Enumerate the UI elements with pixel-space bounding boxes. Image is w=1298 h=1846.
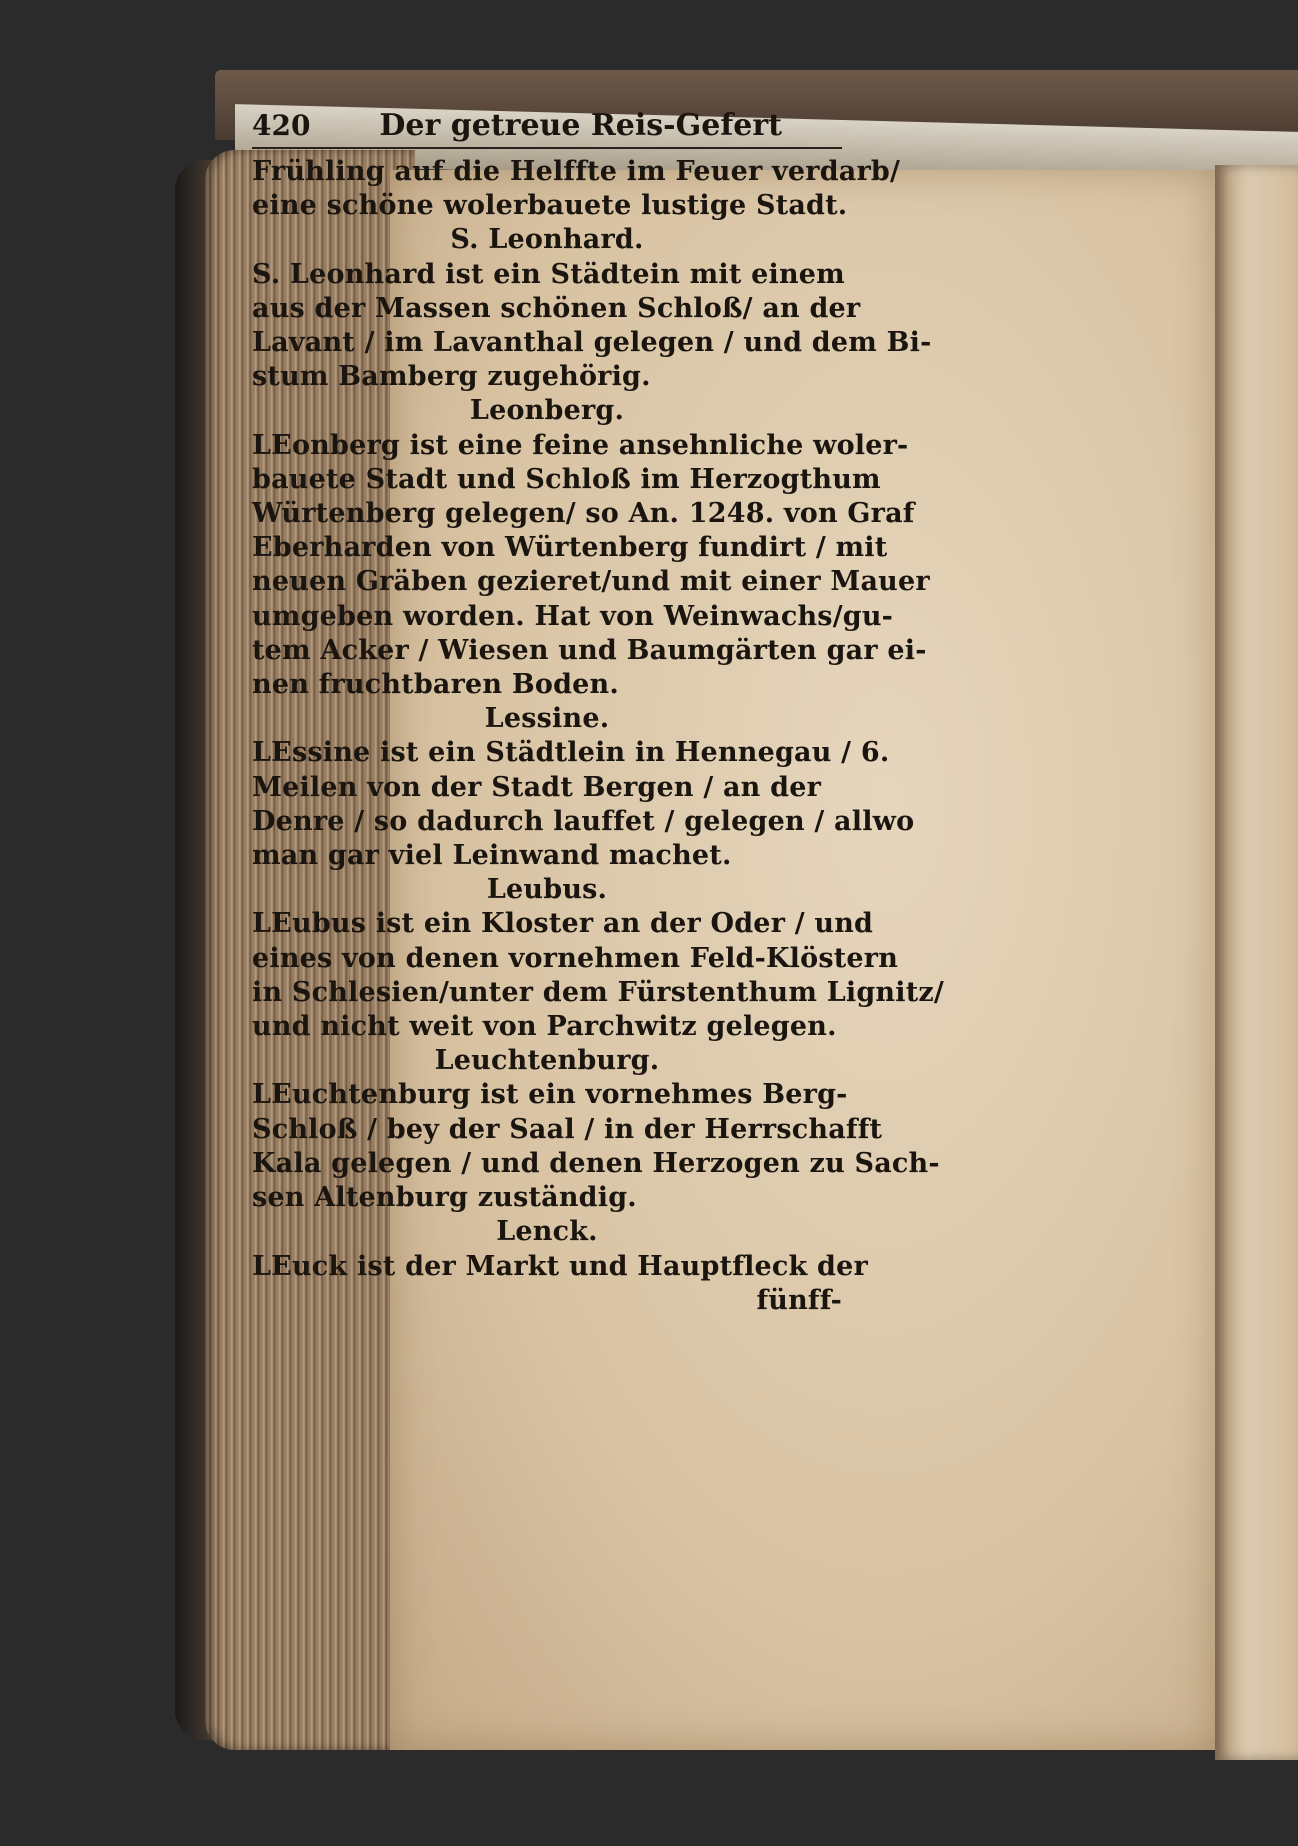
text-line: in Schlesien/unter dem Fürstenthum Lignitz/ (252, 976, 944, 1008)
text-line: tem Acker / Wiesen und Baumgärten gar ei- (252, 634, 927, 666)
entry-heading: Leonberg. (469, 395, 625, 427)
text-lines (252, 155, 944, 1318)
text-line: Würtenberg gelegen/ so An. 1248. von Graf (252, 498, 915, 530)
text-line: stum Bamberg zugehörig. (252, 361, 651, 393)
text-line: Lavant / im Lavanthal gelegen / und dem Bi- (252, 327, 932, 359)
text-line: nen fruchtbaren Boden. (252, 669, 619, 701)
text-line: Frühling auf die Helffte im Feuer verdarb/ (252, 156, 901, 187)
text-line: sen Altenburg zuständig. (252, 1182, 637, 1214)
text-line: LEuck ist der Markt und Hauptfleck der (252, 1250, 868, 1282)
text-line: Eberharden von Würtenberg fundirt / mit (252, 532, 888, 564)
text-line: S. Leonhard ist ein Städtein mit einem (252, 258, 845, 290)
entry-heading: Lenck. (496, 1216, 598, 1248)
text-line: Kala gelegen / und denen Herzogen zu Sach- (252, 1147, 940, 1179)
text-line: Meilen von der Stadt Bergen / an der (252, 771, 821, 803)
text-line: Schloß / bey der Saal / in der Herrschafft (252, 1113, 883, 1145)
text-line: LEonberg ist eine feine ansehnliche woler- (252, 429, 909, 461)
text-line: Denre / so dadurch lauffet / gelegen / allwo (252, 805, 915, 837)
running-head (252, 108, 842, 149)
running-title: Der getreue Reis-Gefert (379, 108, 782, 143)
text-line: aus der Massen schönen Schloß/ an der (252, 292, 861, 324)
entry-heading: Leuchtenburg. (434, 1045, 660, 1077)
text-line: bauete Stadt und Schloß im Herzogthum (252, 463, 881, 495)
entry-heading: Lessine. (484, 703, 610, 735)
text-line: LEubus ist ein Kloster an der Oder / und (252, 908, 874, 940)
entry-heading: S. Leonhard. (450, 224, 644, 256)
catchword: fünff- (756, 1284, 842, 1316)
facing-page-edge (1215, 165, 1298, 1760)
text-line: und nicht weit von Parchwitz gelegen. (252, 1011, 837, 1043)
text-line: LEuchtenburg ist ein vornehmes Berg- (252, 1079, 848, 1111)
text-line: LEssine ist ein Städtlein in Hennegau / 6. (252, 737, 890, 769)
text-line: umgeben worden. Hat von Weinwachs/gu- (252, 600, 894, 632)
text-line: man gar viel Leinwand machet. (252, 840, 732, 872)
page-text (252, 108, 944, 1318)
page-number: 420 (252, 109, 311, 142)
text-line: neuen Gräben gezieret/und mit einer Mauer (252, 566, 930, 598)
text-line: eine schöne wolerbauete lustige Stadt. (252, 190, 848, 222)
text-line: eines von denen vornehmen Feld-Klöstern (252, 942, 899, 974)
entry-heading: Leubus. (486, 874, 608, 906)
